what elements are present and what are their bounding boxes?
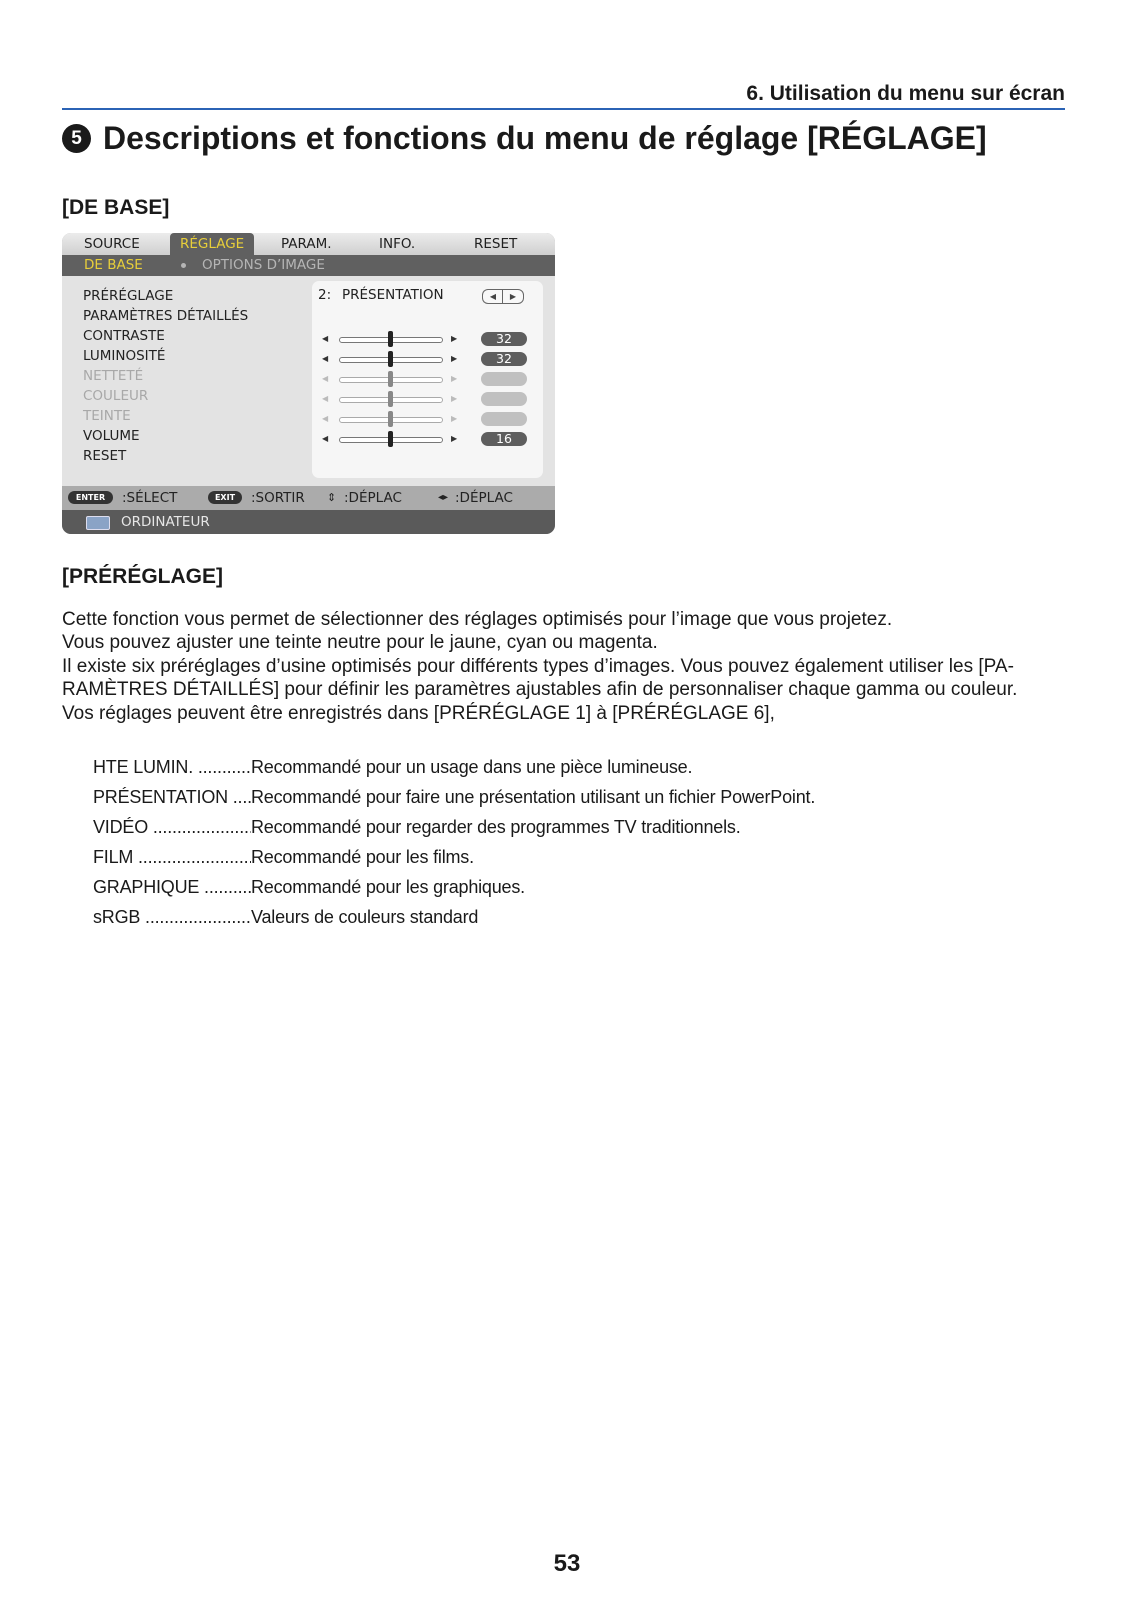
help-updown-text: :DÉPLAC xyxy=(344,490,402,506)
preset-term: FILM ..... xyxy=(93,842,251,872)
increase-arrow-icon[interactable]: ▶ xyxy=(451,334,458,343)
exit-key-icon: EXIT xyxy=(208,491,242,504)
value-badge xyxy=(481,372,527,386)
value-badge: 32 xyxy=(481,332,527,346)
preset-left-arrow-icon[interactable]: ◀ xyxy=(482,289,503,304)
increase-arrow-icon[interactable]: ▶ xyxy=(451,434,458,443)
value-badge xyxy=(481,392,527,406)
prereglage-heading: [PRÉRÉGLAGE] xyxy=(62,565,224,588)
tab-reset[interactable]: RESET xyxy=(474,236,518,252)
menu-item-prereglage[interactable]: PRÉRÉGLAGE xyxy=(83,288,174,304)
slider-thumb[interactable] xyxy=(388,351,393,367)
decrease-arrow-icon: ◀ xyxy=(322,414,329,423)
osd-body xyxy=(62,276,555,486)
slider-thumb xyxy=(388,391,393,407)
up-down-arrow-icon: ⇕ xyxy=(327,491,337,504)
preset-term: GRAPHIQUE ..... xyxy=(93,872,251,902)
slider-thumb xyxy=(388,371,393,387)
preset-right-arrow-icon[interactable]: ▶ xyxy=(502,289,524,304)
osd-help-bar xyxy=(62,486,555,510)
help-exit-text: :SORTIR xyxy=(251,490,305,506)
increase-arrow-icon: ▶ xyxy=(451,374,458,383)
input-source-label: ORDINATEUR xyxy=(121,514,210,530)
preset-description: Recommandé pour un usage dans une pièce lumineuse. xyxy=(251,757,693,777)
subtab-de-base[interactable]: DE BASE xyxy=(84,257,143,273)
slider-luminosite[interactable] xyxy=(312,349,543,369)
preset-description: Recommandé pour faire une présentation utilisant un fichier PowerPoint. xyxy=(251,787,816,807)
preset-number: 2: xyxy=(318,287,332,303)
paragraph-line: Cette fonction vous permet de sélectionner des réglages optimisés pour l’image que vous projetez. xyxy=(62,609,893,630)
page-title-text: Descriptions et fonctions du menu de réglage [RÉGLAGE] xyxy=(103,120,987,156)
preset-term: HTE LUMIN. ..... xyxy=(93,752,251,782)
help-select-text: :SÉLECT xyxy=(122,490,178,506)
chapter-header: 6. Utilisation du menu sur écran xyxy=(62,82,1065,110)
menu-item-nettete: NETTETÉ xyxy=(83,368,144,384)
preset-term: sRGB ..... xyxy=(93,902,251,932)
increase-arrow-icon: ▶ xyxy=(451,414,458,423)
list-item xyxy=(93,752,815,782)
slider-volume[interactable] xyxy=(312,429,543,449)
preset-description: Recommandé pour les graphiques. xyxy=(251,877,525,897)
preset-list xyxy=(93,752,815,932)
decrease-arrow-icon[interactable]: ◀ xyxy=(322,434,329,443)
enter-key-icon: ENTER xyxy=(68,491,113,504)
value-badge: 16 xyxy=(481,432,527,446)
menu-item-parametres-detailles[interactable]: PARAMÈTRES DÉTAILLÉS xyxy=(83,308,249,324)
list-item xyxy=(93,842,815,872)
menu-item-couleur: COULEUR xyxy=(83,388,149,404)
osd-value-panel xyxy=(312,281,543,478)
osd-tab-bar xyxy=(62,233,555,255)
slider-nettete xyxy=(312,369,543,389)
preset-description: Recommandé pour regarder des programmes TV traditionnels. xyxy=(251,817,741,837)
slider-contraste[interactable] xyxy=(312,329,543,349)
decrease-arrow-icon[interactable]: ◀ xyxy=(322,334,329,343)
osd-status-bar xyxy=(62,510,555,534)
computer-input-icon xyxy=(86,516,110,530)
increase-arrow-icon: ▶ xyxy=(451,394,458,403)
preset-name: PRÉSENTATION xyxy=(342,287,444,303)
left-right-arrow-icon: ◂▸ xyxy=(438,492,449,503)
menu-item-volume[interactable]: VOLUME xyxy=(83,428,140,444)
paragraph-line: Vos réglages peuvent être enregistrés dans [PRÉRÉGLAGE 1] à [PRÉRÉGLAGE 6], xyxy=(62,702,775,724)
list-item xyxy=(93,782,815,812)
menu-item-luminosite[interactable]: LUMINOSITÉ xyxy=(83,348,166,364)
decrease-arrow-icon: ◀ xyxy=(322,374,329,383)
menu-item-contraste[interactable]: CONTRASTE xyxy=(83,328,165,344)
tab-info[interactable]: INFO. xyxy=(379,236,416,252)
slider-thumb[interactable] xyxy=(388,431,393,447)
slider-teinte xyxy=(312,409,543,429)
paragraph-line: Il existe six préréglages d’usine optimisés pour différents types d’images. Vous pouvez également utiliser les [PA- xyxy=(62,655,1014,677)
osd-menu xyxy=(62,233,555,534)
prereglage-description xyxy=(62,608,1072,725)
menu-item-teinte: TEINTE xyxy=(83,408,131,424)
help-leftright-text: :DÉPLAC xyxy=(455,490,513,506)
preset-term: VIDÉO ..... xyxy=(93,812,251,842)
value-badge: 32 xyxy=(481,352,527,366)
subtab-options-image[interactable]: OPTIONS D’IMAGE xyxy=(202,257,325,273)
list-item xyxy=(93,872,815,902)
section-number-badge: 5 xyxy=(62,124,91,153)
slider-thumb[interactable] xyxy=(388,331,393,347)
decrease-arrow-icon[interactable]: ◀ xyxy=(322,354,329,363)
decrease-arrow-icon: ◀ xyxy=(322,394,329,403)
paragraph-line: RAMÈTRES DÉTAILLÉS] pour définir les paramètres ajustables afin de personnaliser chaque gamma ou couleur. xyxy=(62,679,1018,701)
menu-item-reset[interactable]: RESET xyxy=(83,448,127,464)
list-item xyxy=(93,902,815,932)
paragraph-line: Vous pouvez ajuster une teinte neutre pour le jaune, cyan ou magenta. xyxy=(62,632,658,654)
de-base-heading: [DE BASE] xyxy=(62,196,170,219)
page-number: 53 xyxy=(553,1550,581,1577)
preset-description: Valeurs de couleurs standard xyxy=(251,907,479,927)
preset-description: Recommandé pour les films. xyxy=(251,847,474,867)
osd-subtab-bar xyxy=(62,255,555,276)
bullet-icon xyxy=(181,263,186,268)
page-title xyxy=(62,120,1072,157)
tab-source[interactable]: SOURCE xyxy=(84,236,140,252)
tab-param[interactable]: PARAM. xyxy=(281,236,332,252)
tab-reglage[interactable]: RÉGLAGE xyxy=(170,233,254,255)
value-badge xyxy=(481,412,527,426)
preset-term: PRÉSENTATION ..... xyxy=(93,782,251,812)
slider-couleur xyxy=(312,389,543,409)
increase-arrow-icon[interactable]: ▶ xyxy=(451,354,458,363)
slider-thumb xyxy=(388,411,393,427)
list-item xyxy=(93,812,815,842)
